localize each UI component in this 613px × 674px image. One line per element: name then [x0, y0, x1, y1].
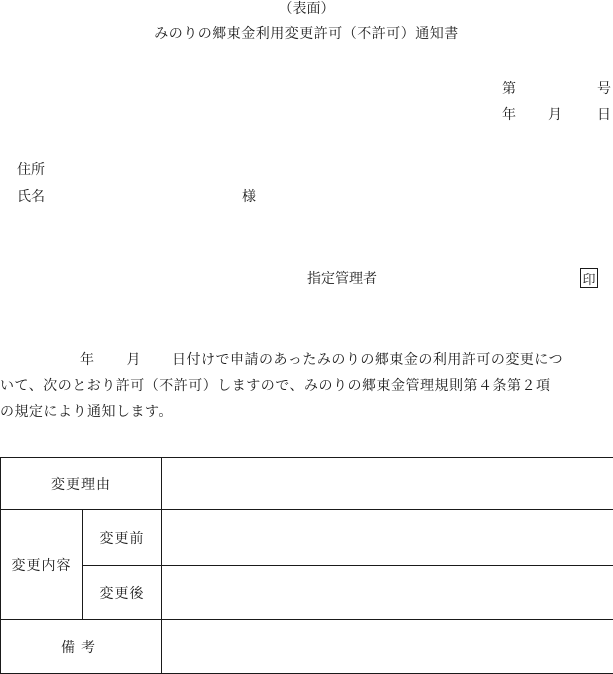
seal-mark: 印 [580, 268, 598, 288]
date-year: 年 [502, 107, 516, 123]
body-line-1 [0, 347, 613, 373]
issuer-label: 指定管理者 [307, 271, 377, 287]
after-value-cell[interactable] [162, 566, 613, 620]
name-label: 氏名 [17, 189, 45, 205]
reason-label: 変更理由 [1, 458, 162, 510]
number-prefix: 第 [502, 81, 516, 97]
table-row-after [1, 566, 613, 620]
remarks-label: 備考 [1, 620, 162, 674]
number-suffix: 号 [597, 81, 611, 97]
body-line-1-rest: 日付けで申請のあったみのりの郷東金の利用許可の変更につ [172, 352, 564, 368]
honorific: 様 [242, 189, 256, 205]
reason-value-cell[interactable] [162, 458, 613, 510]
date-day: 日 [597, 107, 611, 123]
side-label: （表面） [278, 1, 335, 17]
body-line-3: の規定により通知します。 [0, 404, 173, 420]
before-value-cell[interactable] [162, 510, 613, 566]
body-year: 年 [80, 352, 95, 368]
body-line-2: いて、次のとおり許可（不許可）しますので、みのりの郷東金管理規則第４条第２項 [0, 378, 551, 394]
after-label: 変更後 [83, 566, 162, 620]
body-month: 月 [126, 352, 141, 368]
change-details-table [0, 457, 613, 674]
table-row-reason [1, 458, 613, 510]
content-label: 変更内容 [1, 510, 83, 620]
table-row-remarks [1, 620, 613, 674]
document-title: みのりの郷東金利用変更許可（不許可）通知書 [154, 26, 459, 42]
before-label: 変更前 [83, 510, 162, 566]
remarks-value-cell[interactable] [162, 620, 613, 674]
address-label: 住所 [17, 162, 45, 178]
date-month: 月 [548, 107, 562, 123]
table-row-before [1, 510, 613, 566]
